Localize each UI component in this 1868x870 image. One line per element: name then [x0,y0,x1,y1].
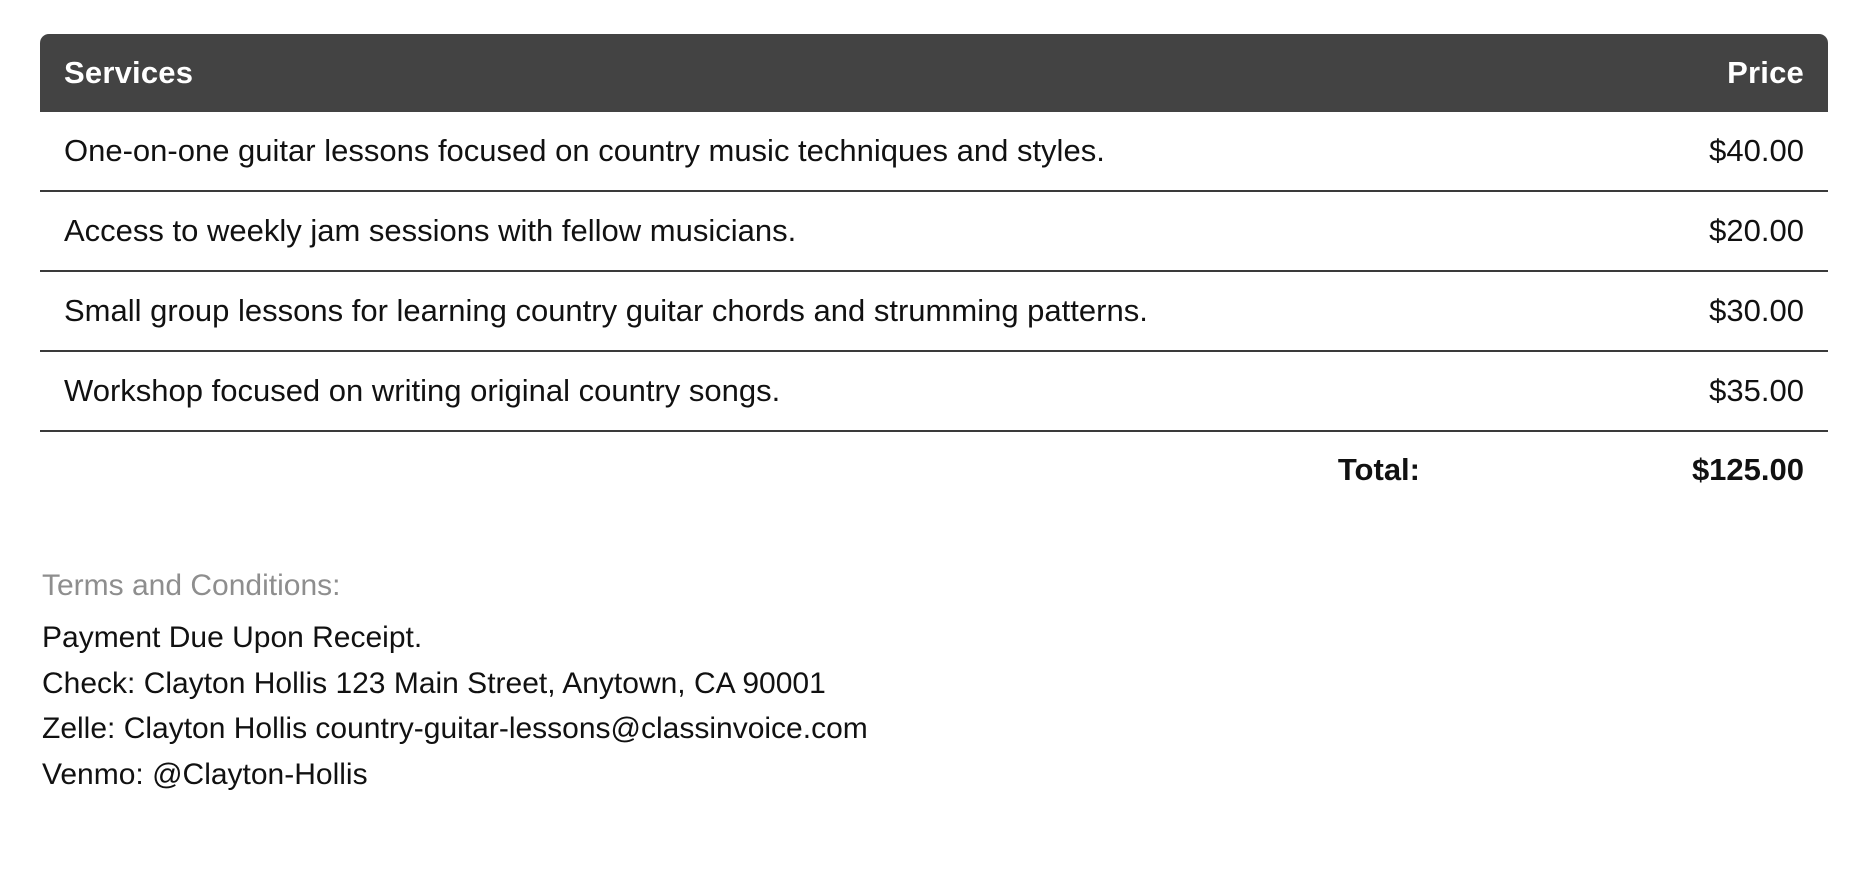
table-header-row [40,34,1828,112]
services-price-table [40,34,1828,509]
service-description: Workshop focused on writing original country songs. [40,351,1480,431]
service-description: Small group lessons for learning country guitar chords and strumming patterns. [40,271,1480,351]
service-price: $35.00 [1480,351,1828,431]
service-description: One-on-one guitar lessons focused on country music techniques and styles. [40,112,1480,191]
service-description: Access to weekly jam sessions with fellow musicians. [40,191,1480,271]
total-label: Total: [1337,452,1420,487]
terms-line-check: Check: Clayton Hollis 123 Main Street, Anytown, CA 90001 [42,666,826,700]
terms-title: Terms and Conditions: [42,569,341,602]
column-header-price: Price [1480,34,1828,112]
table-row [40,191,1828,271]
terms-and-conditions [40,569,1828,797]
service-price: $30.00 [1480,271,1828,351]
service-price: $40.00 [1480,112,1828,191]
terms-line-zelle: Zelle: Clayton Hollis country-guitar-lessons@classinvoice.com [42,712,868,746]
table-row [40,271,1828,351]
total-value: $125.00 [1691,452,1804,487]
terms-line-payment: Payment Due Upon Receipt. [42,621,423,654]
table-header [40,34,1828,112]
total-row [40,431,1828,509]
table-body [40,112,1828,509]
service-price: $20.00 [1480,191,1828,271]
table-row [40,112,1828,191]
column-header-services: Services [40,34,1480,112]
terms-line-venmo: Venmo: @Clayton-Hollis [42,757,368,791]
table-row [40,351,1828,431]
